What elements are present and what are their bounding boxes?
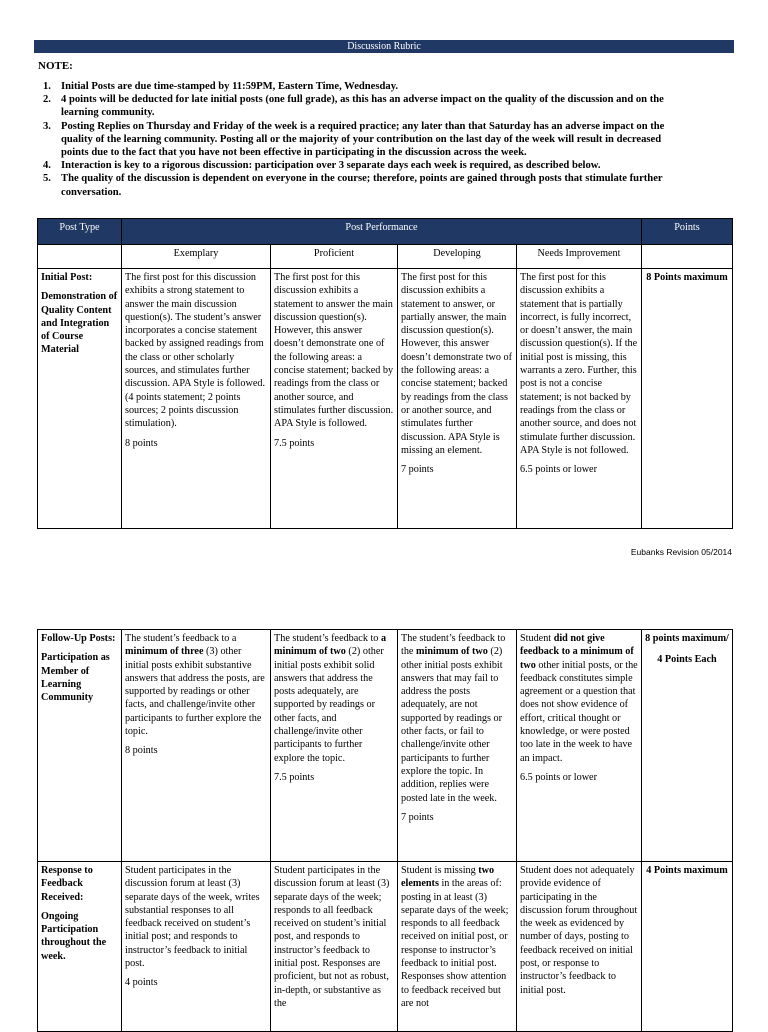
cell-emphasis: minimum of three [125, 646, 204, 658]
cell-emphasis: did not give feedback to a minimum of two [520, 633, 634, 671]
level-needs-improvement: Needs Improvement [517, 245, 642, 269]
cell-points: 4 points [125, 977, 158, 989]
cell-text: (2) other initial posts exhibit solid answers that address the posts adequately, are supported by readings or other facts, and challenge/invite other participants to further explore the topic. [274, 646, 384, 764]
cell-text: in the areas of: posting in at least (3) separate days of the week; responds to all feedback received on initial post, or response to instructor’s feedback to initial post. Responses show attention to feedback received but are not [401, 878, 509, 1009]
cell-points: 6.5 points or lower [520, 464, 597, 476]
cell-points: 8 points [125, 437, 158, 449]
levels-blank [642, 245, 733, 269]
notes-list [38, 80, 690, 199]
rubric-table-initial [37, 218, 733, 529]
cell-text: The first post for this discussion exhibits a statement to answer, or partially answer, the main discussion question(s). However, this answer doesn’t demonstrate two of the following areas: a concise statement; backed by readings from the class or another source, and stimulates further discussion. APA Style is missing an element. [401, 272, 513, 456]
row-subtitle: Participation as Member of Learning Community [41, 652, 110, 704]
note-item [38, 93, 690, 119]
level-exemplary: Exemplary [122, 245, 271, 269]
cell-proficient [271, 269, 398, 529]
cell-needs-improvement [517, 862, 642, 1032]
levels-row [38, 245, 733, 269]
cell-points: 7 points [401, 464, 434, 476]
cell-text: Student [520, 633, 554, 644]
cell-needs-improvement [517, 630, 642, 862]
table-row [38, 269, 733, 529]
header-points: Points [642, 219, 733, 245]
cell-max-points [642, 630, 733, 862]
cell-proficient [271, 862, 398, 1032]
table-row [38, 862, 733, 1032]
note-text: 4 points will be deducted for late initial posts (one full grade), as this has an adverse impact on the quality of the discussion and on the learning community. [61, 94, 664, 119]
max-points-line: 8 points maximum/ [645, 633, 729, 644]
row-title: Response to Feedback Received: [41, 865, 93, 903]
cell-text: The first post for this discussion exhibits a statement to answer the main discussion question(s). However, this answer doesn’t demonstrate one of the following areas: a concise statement; backed by readings from the class or another source, and stimulates further discussion. APA Style is followed. [274, 272, 394, 430]
cell-text: The student’s feedback to the [401, 633, 506, 658]
cell-text: The student’s feedback to a [125, 633, 237, 644]
cell-points: 6.5 points or lower [520, 771, 597, 783]
row-subtitle: Demonstration of Quality Content and Integration of Course Material [41, 291, 118, 356]
cell-max-points: 4 Points maximum [642, 862, 733, 1032]
cell-needs-improvement [517, 269, 642, 529]
cell-points: 7 points [401, 811, 434, 823]
page-header-bar: Discussion Rubric [34, 40, 734, 53]
cell-exemplary [122, 269, 271, 529]
cell-text: (2) other initial posts exhibit answers that may fail to address the posts adequately, are not supported by readings or other facts, or fail to challenge/invite other participants to further explore the topic. In addition, replies were posted late in the week. [401, 646, 503, 804]
note-number: 1. [43, 81, 51, 92]
cell-developing [398, 862, 517, 1032]
note-number: 3. [43, 120, 51, 132]
cell-emphasis: a minimum of two [274, 633, 387, 658]
cell-exemplary [122, 630, 271, 862]
table-header-row [38, 219, 733, 245]
max-points-line: 4 Points Each [657, 654, 717, 666]
row-heading [38, 269, 122, 529]
note-text: Posting Replies on Thursday and Friday of the week is a required practice; any later than that Saturday has an adverse impact on the quality of the learning community. Posting all or the majority of your contribution on the last day of the week will result in decreased points due to the fact that you have not been effective in participating in the discussion across the week. [61, 120, 665, 159]
note-number: 4. [43, 160, 51, 172]
level-developing: Developing [398, 245, 517, 269]
table-row [38, 630, 733, 862]
row-subtitle: Ongoing Participation throughout the week. [41, 910, 107, 962]
cell-text: (3) other initial posts exhibit substantive answers that address the posts, are supported by readings or other facts, and challenge/invite other participants to further explore the topic. [125, 646, 265, 738]
note-item [38, 120, 690, 160]
header-post-type: Post Type [38, 219, 122, 245]
row-heading [38, 630, 122, 862]
note-item [38, 172, 690, 198]
row-title: Follow-Up Posts: [41, 633, 116, 644]
cell-exemplary [122, 862, 271, 1032]
note-text: Initial Posts are due time-stamped by 11:59PM, Eastern Time, Wednesday. [61, 81, 399, 92]
note-text: Interaction is key to a rigorous discussion: participation over 3 separate days each week is required, as described below. [61, 160, 601, 172]
cell-max-points: 8 Points maximum [642, 269, 733, 529]
note-item [38, 159, 690, 172]
cell-text: Student is missing [401, 865, 479, 876]
row-title: Initial Post: [41, 272, 93, 283]
cell-points: 7.5 points [274, 771, 315, 783]
cell-proficient [271, 630, 398, 862]
level-proficient: Proficient [271, 245, 398, 269]
note-text: The quality of the discussion is dependent on everyone in the course; therefore, points are gained through posts that stimulate further conversation. [61, 173, 663, 198]
cell-text: The first post for this discussion exhibits a statement that is partially incorrect, is fully incorrect, or doesn’t answer, the main discussion question(s). If the initial post is missing, this warrants a zero. Further, this post is not a concise statement; is not backed by readings from the class or another source, and does not stimulate further discussion. APA Style is not followed. [520, 272, 638, 456]
cell-emphasis: minimum of two [416, 646, 488, 658]
note-item [38, 80, 690, 93]
cell-text: The first post for this discussion exhibits a strong statement to answer the main discussion question(s). The student’s answer incorporates a concise statement backed by assigned readings from the class or other scholarly sources, and stimulates further discussion. APA Style is followed. (4 points statement; 2 points sources; 2 points discussion stimulation). [125, 272, 266, 430]
row-heading [38, 862, 122, 1032]
note-number: 2. [43, 94, 51, 106]
cell-points: 8 points [125, 745, 158, 757]
revision-note: Eubanks Revision 05/2014 [630, 547, 732, 557]
levels-blank [38, 245, 122, 269]
note-number: 5. [43, 173, 51, 185]
rubric-table-followup [37, 629, 733, 1032]
header-post-performance: Post Performance [122, 219, 642, 245]
cell-text: Student participates in the discussion forum at least (3) separate days of the week; responds to all feedback received on student’s initial post, and responds to instructor’s feedback to initial post. Responses are proficient, but not as robust, in-depth, or substantive as the [274, 865, 390, 1009]
cell-developing [398, 269, 517, 529]
cell-points: 7.5 points [274, 437, 315, 449]
cell-text: Student participates in the discussion forum at least (3) separate days of the week, writes substantial responses to all feedback received on student’s initial post; and responds to instructor’s feedback to initial post. [125, 865, 260, 970]
cell-emphasis: two elements [401, 865, 495, 890]
cell-text: other initial posts, or the feedback constitutes simple agreement or a question that does not show evidence of effort, critical thought or knowledge, or were posted too late in the week to have an impact. [520, 659, 638, 764]
cell-text: The student’s feedback to [274, 633, 381, 644]
note-title: NOTE: [38, 60, 73, 72]
cell-text: Student does not adequately provide evidence of participating in the discussion forum throughout the week as evidenced by number of days, posting to feedback received on initial post, or response to instructor’s feedback to initial post. [520, 865, 638, 996]
cell-developing [398, 630, 517, 862]
